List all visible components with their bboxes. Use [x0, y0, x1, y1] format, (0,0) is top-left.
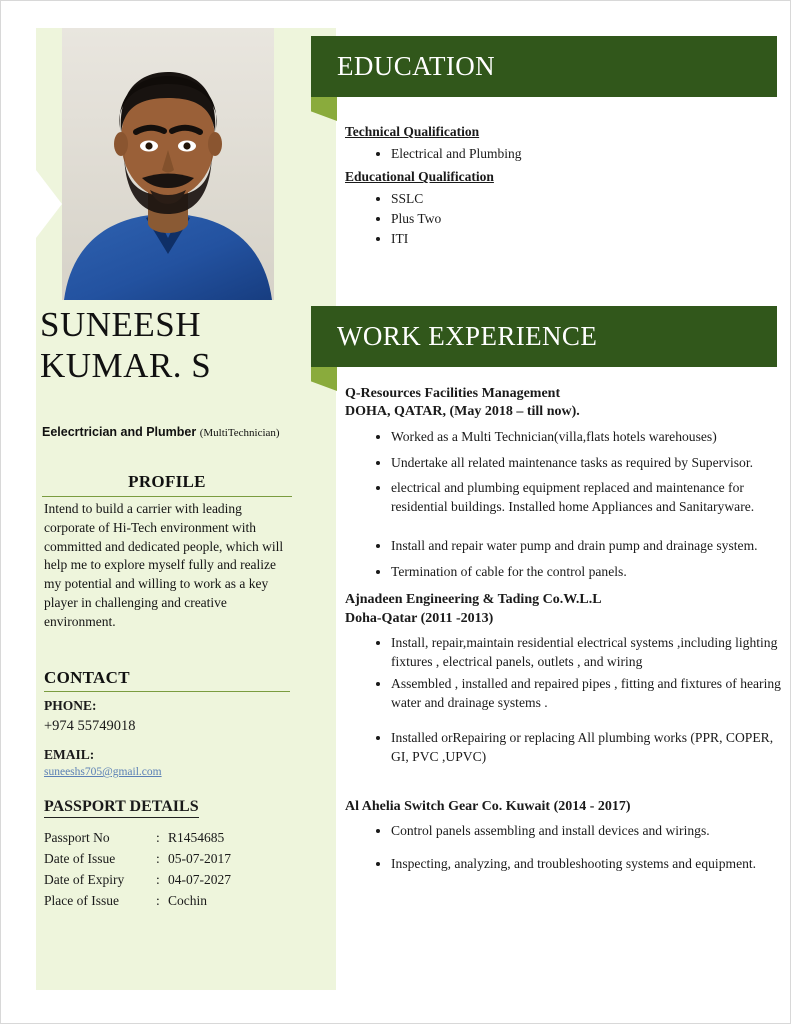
job-title-line: Q-Resources Facilities Management [345, 386, 561, 401]
list-item: • Undertake all related maintenance tasks as required by Supervisor. [391, 454, 781, 473]
job-location-line: DOHA, QATAR, (May 2018 – till now). [345, 404, 580, 420]
list-item: • electrical and plumbing equipment replaced and maintenance for residential buildings. Installed home Appliances and Sanitaryware. [391, 479, 781, 517]
passport-key: Passport No [44, 830, 110, 845]
list-item: • Termination of cable for the control panels. [391, 563, 781, 582]
job-duties-list [345, 729, 781, 767]
profile-photo [62, 28, 274, 300]
job-duties-list [345, 822, 781, 876]
list-item: • Inspecting, analyzing, and troubleshooting systems and equipment. [391, 851, 781, 876]
list-item: • Install, repair,maintain residential electrical systems ,including lighting fixtures , electrical panels, outlets , and wiring [391, 634, 781, 672]
profile-section-heading [42, 472, 292, 497]
passport-row [44, 870, 300, 891]
phone-label: PHONE: [44, 698, 97, 713]
name-line-2: KUMAR. S [40, 345, 212, 385]
passport-row [44, 828, 300, 849]
education-section-bar [311, 36, 777, 97]
email-label: EMAIL: [44, 746, 95, 762]
job-heading [345, 591, 781, 628]
passport-value: R1454685 [168, 830, 225, 845]
profile-heading-rule [42, 496, 292, 497]
contact-heading-text: CONTACT [44, 668, 130, 687]
work-experience-content [345, 385, 781, 883]
email-value[interactable]: suneeshs705@gmail.com [44, 766, 162, 779]
job-location-line: Doha-Qatar (2011 -2013) [345, 610, 494, 626]
educational-qualification-list [345, 189, 775, 248]
educational-qualification-heading: Educational Qualification [345, 169, 494, 185]
job-heading [345, 385, 781, 422]
profile-heading-text: PROFILE [128, 472, 206, 491]
list-item: • Assembled , installed and repaired pipes , fitting and fixtures of hearing water and drainage systems . [391, 675, 781, 713]
passport-sep: : [156, 850, 160, 866]
passport-sep: : [156, 892, 160, 908]
list-item: • Electrical and Plumbing [391, 144, 775, 163]
passport-sep: : [156, 830, 160, 845]
technical-qualification-heading: Technical Qualification [345, 124, 480, 139]
job-duties-list [345, 634, 781, 712]
work-experience-section-bar [311, 306, 777, 367]
passport-key: Place of Issue [44, 892, 119, 908]
education-bar-title: EDUCATION [337, 51, 496, 81]
candidate-job-title [42, 425, 332, 439]
job-heading [345, 798, 781, 816]
education-content [345, 118, 775, 253]
job-duties-list [345, 537, 781, 582]
job-title-sub: (MultiTechnician) [199, 427, 280, 439]
passport-details [44, 828, 300, 912]
list-item: • Install and repair water pump and drain pump and drainage system. [391, 537, 781, 556]
job-title-line: Al Ahelia Switch Gear Co. Kuwait (2014 - 2017) [345, 798, 631, 814]
work-bar-title: WORK EXPERIENCE [337, 321, 598, 351]
list-item: • Plus Two [391, 209, 775, 228]
list-item: • ITI [391, 229, 775, 248]
passport-heading-text: PASSPORT DETAILS [44, 798, 199, 818]
phone-value: +974 55749018 [44, 717, 136, 734]
candidate-name [40, 305, 332, 386]
list-item: • Installed orRepairing or replacing All plumbing works (PPR, COPER, GI, PVC ,UPVC) [391, 729, 781, 767]
job-title-main: Eelecrtrician and Plumber [42, 425, 197, 439]
passport-row [44, 849, 300, 870]
contact-details [44, 696, 294, 781]
name-line-1: SUNEESH [40, 305, 202, 344]
contact-heading-rule [44, 691, 290, 692]
job-title-line: Ajnadeen Engineering & Tading Co.W.L.L [345, 592, 602, 608]
passport-value: Cochin [168, 892, 207, 908]
passport-value: 04-07-2027 [168, 871, 231, 887]
passport-key: Date of Issue [44, 850, 116, 866]
profile-text: Intend to build a carrier with leading corporate of Hi-Tech environment with committed and dedicated people, which will help me to explore myself fully and realize my potential and willing to work as a key player in challenging and creative environment. [44, 501, 284, 629]
passport-key: Date of Expiry [44, 871, 125, 887]
passport-row [44, 891, 300, 912]
passport-sep: : [156, 871, 160, 887]
technical-qualification-list [345, 144, 775, 163]
passport-value: 05-07-2017 [168, 850, 231, 866]
list-item: • Worked as a Multi Technician(villa,flats hotels warehouses) [391, 428, 781, 447]
sidebar-notch-decoration [36, 170, 62, 238]
contact-section-heading [44, 668, 290, 692]
list-item: • SSLC [391, 189, 775, 208]
passport-section-heading [44, 798, 290, 818]
job-duties-list [345, 428, 781, 517]
list-item: • Control panels assembling and install devices and wirings. [391, 822, 781, 841]
